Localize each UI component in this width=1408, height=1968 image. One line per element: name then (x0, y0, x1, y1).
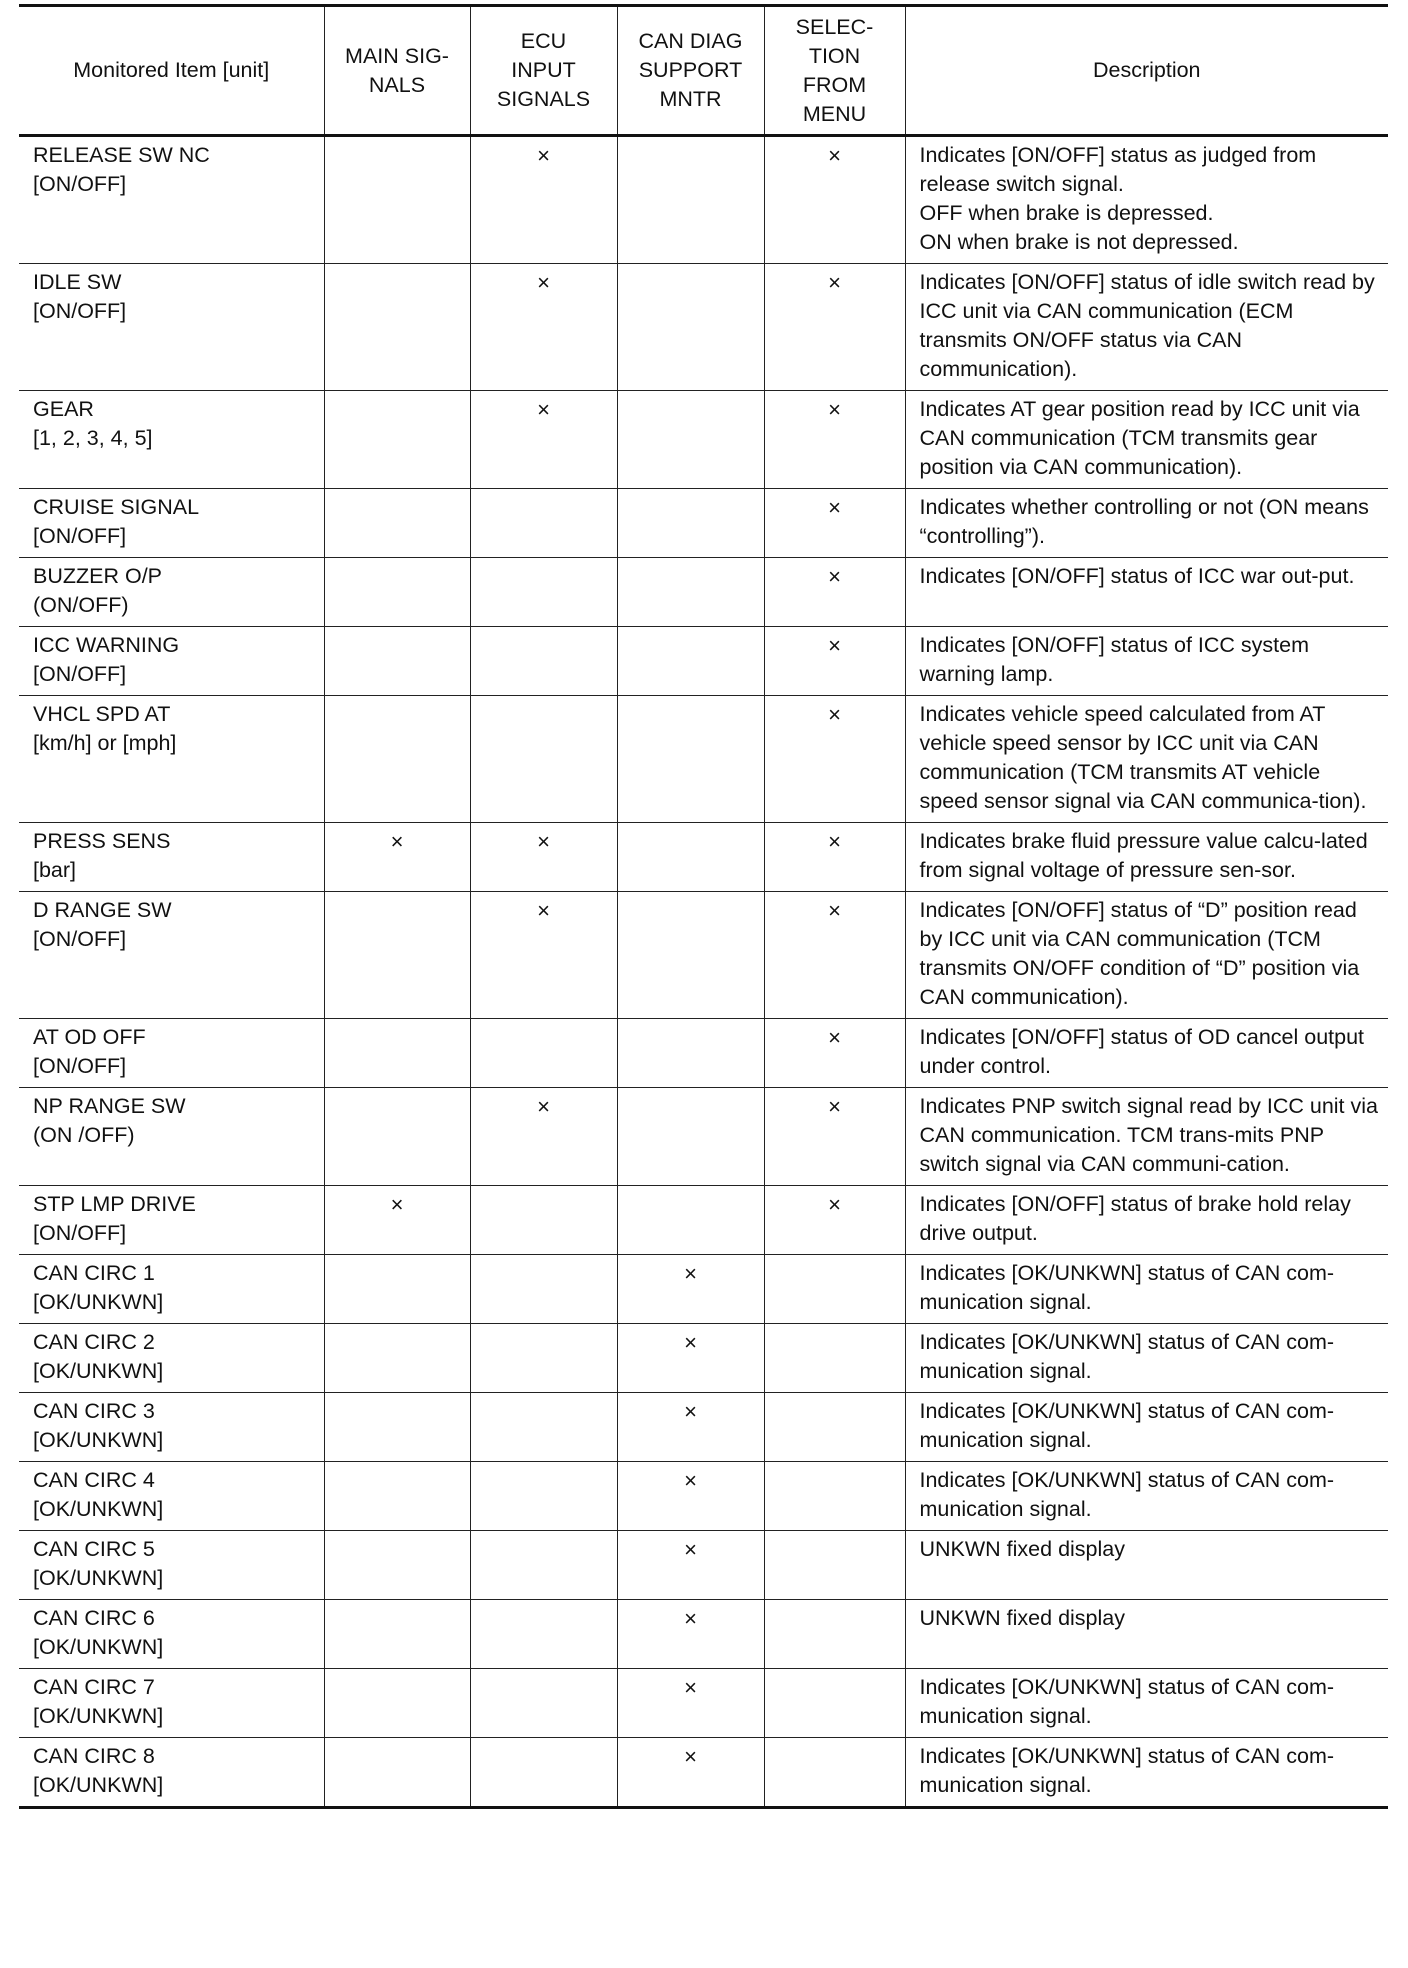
can-diag-support-mark (617, 823, 764, 892)
ecu-input-signals-mark (470, 1324, 617, 1393)
table-row (19, 823, 1388, 892)
table-row (19, 1462, 1388, 1531)
monitored-item-cell: CAN CIRC 3 [OK/UNKWN] (19, 1393, 324, 1462)
table-row (19, 1088, 1388, 1186)
main-signals-mark (324, 264, 470, 391)
description-cell: Indicates [ON/OFF] status of “D” position read by ICC unit via CAN communication (TCM transmits ON/OFF condition of “D” position via CAN communication). (905, 892, 1388, 1019)
selection-from-menu-mark (764, 1324, 905, 1393)
selection-from-menu-mark (764, 1669, 905, 1738)
description-cell: Indicates [OK/UNKWN] status of CAN com-munication signal. (905, 1669, 1388, 1738)
table-row (19, 1393, 1388, 1462)
monitored-item-cell: D RANGE SW [ON/OFF] (19, 892, 324, 1019)
selection-from-menu-mark: × (764, 1019, 905, 1088)
selection-from-menu-mark: × (764, 696, 905, 823)
description-cell: UNKWN fixed display (905, 1600, 1388, 1669)
ecu-input-signals-mark (470, 1393, 617, 1462)
description-cell: Indicates [ON/OFF] status of ICC war out-put. (905, 558, 1388, 627)
monitored-item-cell: CRUISE SIGNAL [ON/OFF] (19, 489, 324, 558)
header-main-signals: MAIN SIG- NALS (324, 6, 470, 136)
ecu-input-signals-mark: × (470, 136, 617, 264)
can-diag-support-mark (617, 391, 764, 489)
selection-from-menu-mark: × (764, 1186, 905, 1255)
monitored-item-cell: PRESS SENS [bar] (19, 823, 324, 892)
selection-from-menu-mark (764, 1600, 905, 1669)
monitored-item-cell: CAN CIRC 6 [OK/UNKWN] (19, 1600, 324, 1669)
table-row (19, 892, 1388, 1019)
can-diag-support-mark (617, 892, 764, 1019)
ecu-input-signals-mark (470, 489, 617, 558)
ecu-input-signals-mark (470, 1186, 617, 1255)
selection-from-menu-mark: × (764, 892, 905, 1019)
table-header (19, 6, 1388, 136)
ecu-input-signals-mark: × (470, 391, 617, 489)
header-monitored-item: Monitored Item [unit] (19, 6, 324, 136)
monitored-item-cell: STP LMP DRIVE [ON/OFF] (19, 1186, 324, 1255)
selection-from-menu-mark: × (764, 136, 905, 264)
can-diag-support-mark (617, 1088, 764, 1186)
description-cell: Indicates [OK/UNKWN] status of CAN com-munication signal. (905, 1462, 1388, 1531)
monitored-item-cell: CAN CIRC 7 [OK/UNKWN] (19, 1669, 324, 1738)
can-diag-support-mark (617, 558, 764, 627)
ecu-input-signals-mark (470, 1462, 617, 1531)
description-cell: Indicates [ON/OFF] status of ICC system warning lamp. (905, 627, 1388, 696)
can-diag-support-mark: × (617, 1393, 764, 1462)
main-signals-mark (324, 1255, 470, 1324)
description-cell: Indicates whether controlling or not (ON means “controlling”). (905, 489, 1388, 558)
header-ecu-input-signals: ECU INPUT SIGNALS (470, 6, 617, 136)
ecu-input-signals-mark (470, 1600, 617, 1669)
description-cell: Indicates [OK/UNKWN] status of CAN com-munication signal. (905, 1738, 1388, 1808)
monitored-item-cell: ICC WARNING [ON/OFF] (19, 627, 324, 696)
header-description: Description (905, 6, 1388, 136)
table-row (19, 558, 1388, 627)
table-row (19, 136, 1388, 264)
can-diag-support-mark: × (617, 1462, 764, 1531)
table-row (19, 489, 1388, 558)
monitored-item-cell: CAN CIRC 5 [OK/UNKWN] (19, 1531, 324, 1600)
main-signals-mark (324, 892, 470, 1019)
monitored-item-cell: BUZZER O/P (ON/OFF) (19, 558, 324, 627)
can-diag-support-mark: × (617, 1600, 764, 1669)
selection-from-menu-mark: × (764, 558, 905, 627)
table-row (19, 264, 1388, 391)
main-signals-mark: × (324, 1186, 470, 1255)
monitored-item-cell: CAN CIRC 1 [OK/UNKWN] (19, 1255, 324, 1324)
description-cell: Indicates [OK/UNKWN] status of CAN com-munication signal. (905, 1324, 1388, 1393)
main-signals-mark (324, 1669, 470, 1738)
table-row (19, 1531, 1388, 1600)
monitored-item-cell: NP RANGE SW (ON /OFF) (19, 1088, 324, 1186)
header-can-diag-support-mntr: CAN DIAG SUPPORT MNTR (617, 6, 764, 136)
selection-from-menu-mark (764, 1531, 905, 1600)
monitored-item-cell: CAN CIRC 8 [OK/UNKWN] (19, 1738, 324, 1808)
table-body (19, 136, 1388, 1808)
main-signals-mark (324, 1019, 470, 1088)
ecu-input-signals-mark (470, 627, 617, 696)
can-diag-support-mark: × (617, 1324, 764, 1393)
ecu-input-signals-mark (470, 1669, 617, 1738)
selection-from-menu-mark (764, 1462, 905, 1531)
monitored-item-cell: CAN CIRC 4 [OK/UNKWN] (19, 1462, 324, 1531)
main-signals-mark (324, 1088, 470, 1186)
can-diag-support-mark: × (617, 1669, 764, 1738)
table-row (19, 696, 1388, 823)
table-row (19, 1600, 1388, 1669)
description-cell: Indicates [ON/OFF] status as judged from release switch signal. OFF when brake is depressed. ON when brake is not depressed. (905, 136, 1388, 264)
can-diag-support-mark (617, 489, 764, 558)
header-row (19, 6, 1388, 136)
description-cell: Indicates [OK/UNKWN] status of CAN com-munication signal. (905, 1255, 1388, 1324)
ecu-input-signals-mark (470, 696, 617, 823)
monitor-item-table (19, 4, 1388, 1809)
table-row (19, 1669, 1388, 1738)
ecu-input-signals-mark (470, 1738, 617, 1808)
description-cell: UNKWN fixed display (905, 1531, 1388, 1600)
ecu-input-signals-mark: × (470, 264, 617, 391)
main-signals-mark (324, 1324, 470, 1393)
table-row (19, 391, 1388, 489)
selection-from-menu-mark: × (764, 391, 905, 489)
ecu-input-signals-mark: × (470, 892, 617, 1019)
can-diag-support-mark (617, 136, 764, 264)
ecu-input-signals-mark (470, 1531, 617, 1600)
description-cell: Indicates [OK/UNKWN] status of CAN com-munication signal. (905, 1393, 1388, 1462)
selection-from-menu-mark: × (764, 264, 905, 391)
ecu-input-signals-mark: × (470, 1088, 617, 1186)
description-cell: Indicates AT gear position read by ICC unit via CAN communication (TCM transmits gear position via CAN communication). (905, 391, 1388, 489)
main-signals-mark (324, 136, 470, 264)
main-signals-mark: × (324, 823, 470, 892)
selection-from-menu-mark: × (764, 489, 905, 558)
table-row (19, 1019, 1388, 1088)
main-signals-mark (324, 1462, 470, 1531)
can-diag-support-mark: × (617, 1531, 764, 1600)
main-signals-mark (324, 1600, 470, 1669)
monitored-item-cell: CAN CIRC 2 [OK/UNKWN] (19, 1324, 324, 1393)
monitored-item-cell: IDLE SW [ON/OFF] (19, 264, 324, 391)
can-diag-support-mark (617, 696, 764, 823)
can-diag-support-mark (617, 1186, 764, 1255)
ecu-input-signals-mark (470, 1019, 617, 1088)
main-signals-mark (324, 1531, 470, 1600)
monitored-item-cell: AT OD OFF [ON/OFF] (19, 1019, 324, 1088)
table-row (19, 627, 1388, 696)
selection-from-menu-mark (764, 1393, 905, 1462)
table-row (19, 1186, 1388, 1255)
ecu-input-signals-mark (470, 558, 617, 627)
description-cell: Indicates [ON/OFF] status of idle switch read by ICC unit via CAN communication (ECM transmits ON/OFF status via CAN communication). (905, 264, 1388, 391)
selection-from-menu-mark: × (764, 1088, 905, 1186)
table-row (19, 1255, 1388, 1324)
selection-from-menu-mark: × (764, 627, 905, 696)
description-cell: Indicates [ON/OFF] status of brake hold relay drive output. (905, 1186, 1388, 1255)
can-diag-support-mark: × (617, 1255, 764, 1324)
document-page (19, 4, 1388, 1809)
main-signals-mark (324, 1393, 470, 1462)
selection-from-menu-mark (764, 1738, 905, 1808)
monitored-item-cell: RELEASE SW NC [ON/OFF] (19, 136, 324, 264)
ecu-input-signals-mark (470, 1255, 617, 1324)
table-row (19, 1738, 1388, 1808)
selection-from-menu-mark: × (764, 823, 905, 892)
can-diag-support-mark (617, 264, 764, 391)
ecu-input-signals-mark: × (470, 823, 617, 892)
header-selection-from-menu: SELEC- TION FROM MENU (764, 6, 905, 136)
monitored-item-cell: GEAR [1, 2, 3, 4, 5] (19, 391, 324, 489)
main-signals-mark (324, 696, 470, 823)
selection-from-menu-mark (764, 1255, 905, 1324)
main-signals-mark (324, 391, 470, 489)
main-signals-mark (324, 558, 470, 627)
can-diag-support-mark (617, 627, 764, 696)
can-diag-support-mark (617, 1019, 764, 1088)
table-row (19, 1324, 1388, 1393)
monitored-item-cell: VHCL SPD AT [km/h] or [mph] (19, 696, 324, 823)
description-cell: Indicates PNP switch signal read by ICC unit via CAN communication. TCM trans-mits PNP switch signal via CAN communi-cation. (905, 1088, 1388, 1186)
main-signals-mark (324, 489, 470, 558)
can-diag-support-mark: × (617, 1738, 764, 1808)
main-signals-mark (324, 627, 470, 696)
description-cell: Indicates vehicle speed calculated from AT vehicle speed sensor by ICC unit via CAN communication (TCM transmits AT vehicle speed sensor signal via CAN communica-tion). (905, 696, 1388, 823)
description-cell: Indicates brake fluid pressure value calcu-lated from signal voltage of pressure sen-sor. (905, 823, 1388, 892)
description-cell: Indicates [ON/OFF] status of OD cancel output under control. (905, 1019, 1388, 1088)
main-signals-mark (324, 1738, 470, 1808)
